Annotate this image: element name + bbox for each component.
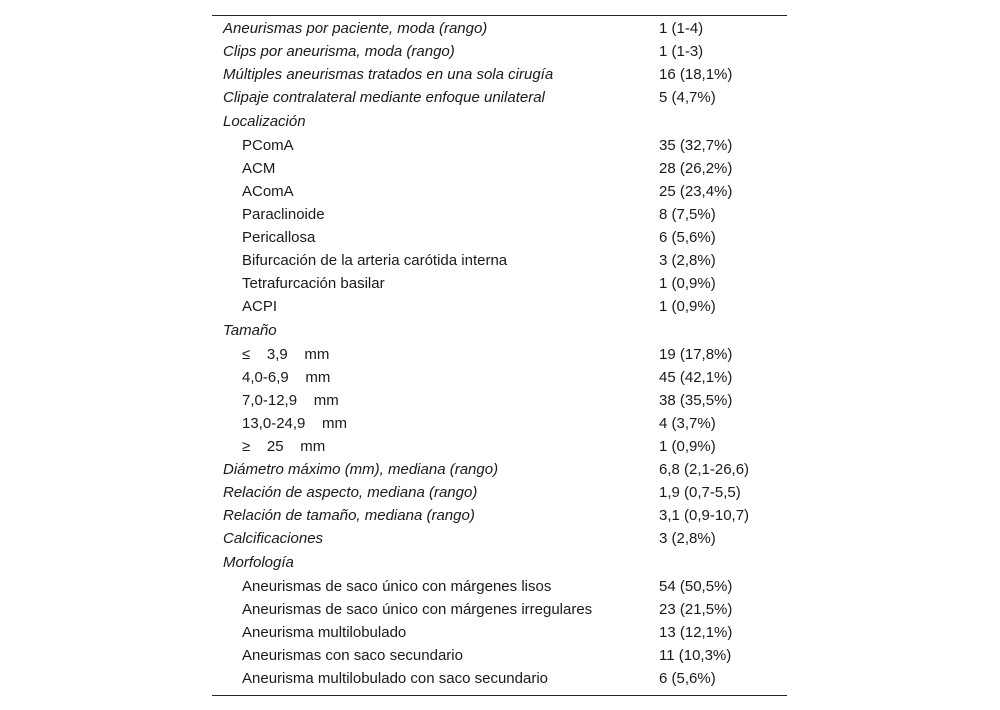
row-value: 25 (23,4%) [659,183,733,200]
row-label: ≤ 3,9 mm [242,346,330,363]
row-label: Aneurismas de saco único con márgenes lisos [242,578,552,595]
row-label: Relación de aspecto, mediana (rango) [223,484,478,501]
table-row [212,249,787,272]
row-value: 8 (7,5%) [659,206,716,223]
row-value: 35 (32,7%) [659,137,733,154]
table-row [212,575,787,598]
row-value: 45 (42,1%) [659,369,733,386]
row-label: Aneurismas de saco único con márgenes irregulares [242,601,593,618]
section-label: Tamaño [223,322,277,339]
table-row [212,667,787,690]
row-value: 3 (2,8%) [659,252,716,269]
section-label: Localización [223,113,306,130]
row-label: Diámetro máximo (mm), mediana (rango) [223,461,499,478]
table-row [212,621,787,644]
row-label: Bifurcación de la arteria carótida interna [242,252,508,269]
row-label: PComA [242,137,294,154]
row-label: Relación de tamaño, mediana (rango) [223,507,475,524]
row-value: 38 (35,5%) [659,392,733,409]
row-label: Múltiples aneurismas tratados en una sola cirugía [223,66,554,83]
table-row [212,157,787,180]
section-heading-tamano [212,318,787,343]
row-value: 23 (21,5%) [659,601,733,618]
table-row [212,435,787,458]
row-value: 1 (1-3) [659,43,704,60]
row-value: 4 (3,7%) [659,415,716,432]
row-label: Pericallosa [242,229,316,246]
table-row [212,226,787,249]
row-label: Clips por aneurisma, moda (rango) [223,43,455,60]
table-row [212,389,787,412]
table-row [212,481,787,504]
row-value: 6 (5,6%) [659,229,716,246]
row-label: ACM [242,160,276,177]
table-row [212,366,787,389]
row-label: ≥ 25 mm [242,438,326,455]
section-heading-localizacion [212,109,787,134]
row-label: ACPI [242,298,278,315]
table-row [212,527,787,550]
row-value: 3,1 (0,9-10,7) [659,507,750,524]
row-value: 3 (2,8%) [659,530,716,547]
row-label: 13,0-24,9 mm [242,415,348,432]
row-label: Aneurisma multilobulado [242,624,407,641]
row-label: 7,0-12,9 mm [242,392,339,409]
section-label: Morfología [223,554,294,571]
row-value: 1 (0,9%) [659,298,716,315]
table-row [212,343,787,366]
table-row [212,17,787,40]
row-value: 6,8 (2,1-26,6) [659,461,750,478]
table-row [212,644,787,667]
row-label: Aneurismas con saco secundario [242,647,463,664]
row-value: 1 (1-4) [659,20,704,37]
table-row [212,86,787,109]
row-label: Calcificaciones [223,530,324,547]
row-label: Aneurisma multilobulado con saco secundario [242,670,549,687]
characteristics-table [212,15,787,696]
row-label: 4,0-6,9 mm [242,369,331,386]
row-label: Paraclinoide [242,206,325,223]
row-value: 16 (18,1%) [659,66,733,83]
table-row [212,412,787,435]
table-row [212,598,787,621]
row-label: AComA [242,183,294,200]
row-value: 1 (0,9%) [659,438,716,455]
table-row [212,203,787,226]
row-label: Clipaje contralateral mediante enfoque unilateral [223,89,545,106]
row-value: 6 (5,6%) [659,670,716,687]
table-row [212,295,787,318]
row-value: 5 (4,7%) [659,89,716,106]
row-value: 1 (0,9%) [659,275,716,292]
table-row [212,134,787,157]
table-row [212,63,787,86]
table-row [212,40,787,63]
row-value: 1,9 (0,7-5,5) [659,484,741,501]
row-value: 19 (17,8%) [659,346,733,363]
row-label: Aneurismas por paciente, moda (rango) [223,20,488,37]
row-value: 54 (50,5%) [659,578,733,595]
section-heading-morfologia [212,550,787,575]
table-row [212,504,787,527]
row-value: 13 (12,1%) [659,624,733,641]
row-value: 28 (26,2%) [659,160,733,177]
table-row [212,272,787,295]
table-row [212,458,787,481]
row-value: 11 (10,3%) [659,647,732,664]
table-row [212,180,787,203]
row-label: Tetrafurcación basilar [242,275,385,292]
